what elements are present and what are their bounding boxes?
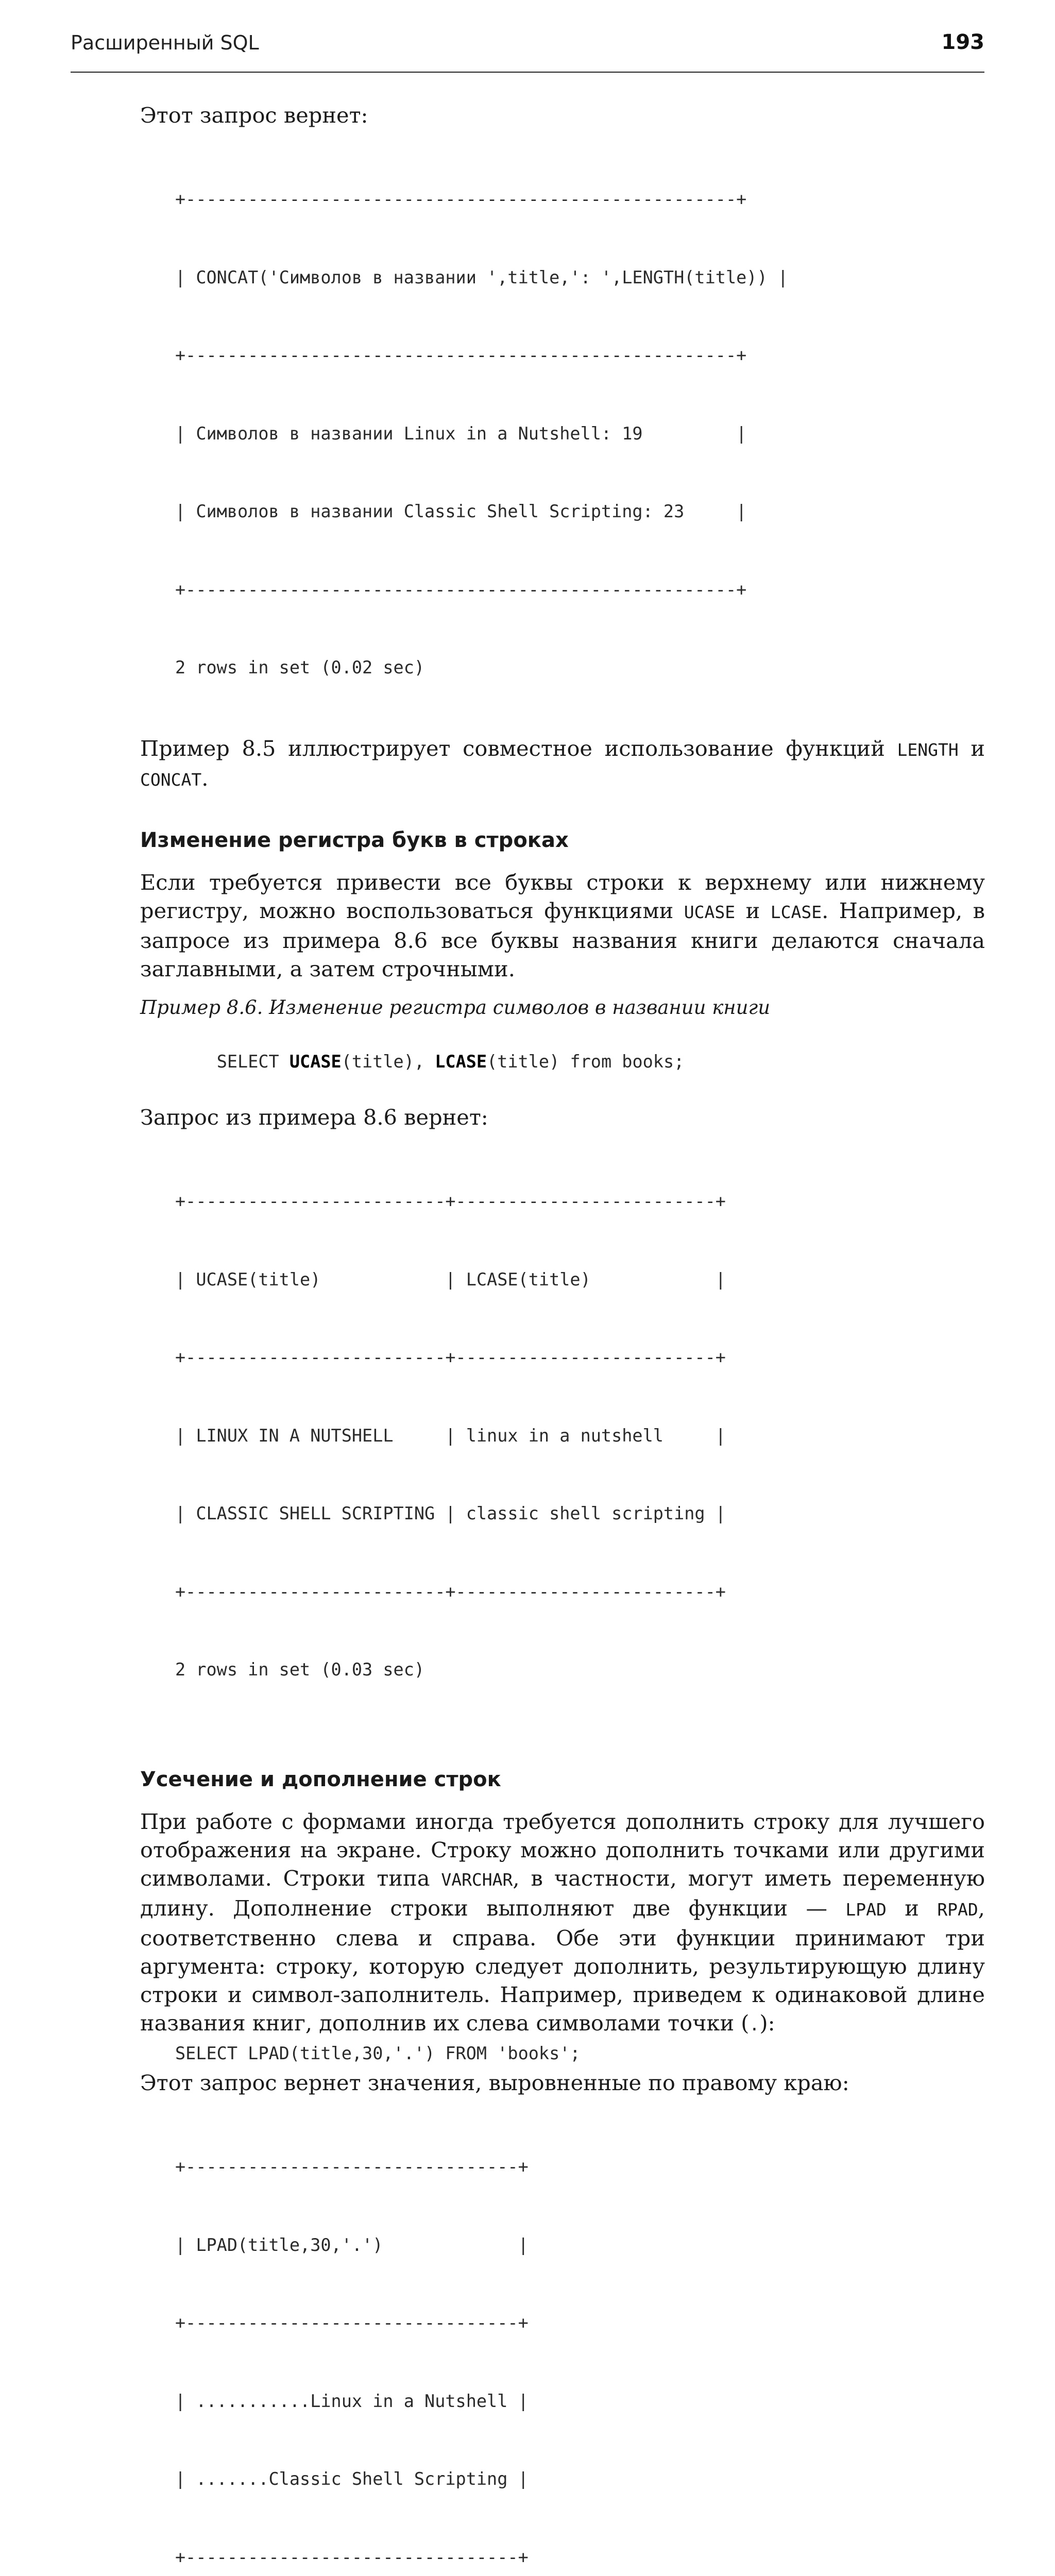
query-example-8-6 xyxy=(140,1023,985,1101)
paragraph-case-intro xyxy=(140,868,985,983)
result-table-concat xyxy=(140,134,985,733)
table-line: 2 rows in set (0.03 sec) xyxy=(175,1659,425,1680)
text-span: , в частности, могут иметь переменную длину. Дополнение строки выполняют две функции — xyxy=(140,1865,985,1921)
table-line: | LPAD(title,30,'.') | xyxy=(175,2234,529,2255)
section-heading-case: Изменение регистра букв в строках xyxy=(140,828,569,852)
page-body xyxy=(140,101,985,2576)
table-line: +--------------------------------+ xyxy=(175,2157,529,2177)
example-caption-8-6: Пример 8.6. Изменение регистра символов в названии книги xyxy=(140,996,771,1019)
table-line: +-------------------------+-------------------------+ xyxy=(175,1191,726,1211)
table-line: +-----------------------------------------------------+ xyxy=(175,345,747,365)
table-line: 2 rows in set (0.02 sec) xyxy=(175,657,425,677)
table-line: | ...........Linux in a Nutshell | xyxy=(175,2391,529,2411)
inline-code: RPAD xyxy=(937,1899,978,1920)
inline-code: UCASE xyxy=(684,902,736,922)
result-table-case xyxy=(140,1137,985,1735)
running-title: Расширенный SQL xyxy=(71,31,259,54)
inline-code: LPAD xyxy=(845,1899,887,1920)
inline-code: LCASE xyxy=(770,902,822,922)
text-span: , соответственно слева и справа. Обе эти функции принимают три аргумента: строку, которую следует дополнить, результирующую длину строки и символ-заполнитель. Например, приведем к одинаковой длине названия книг, дополнив их слева символами точки ( xyxy=(140,1895,985,2036)
result-table-lpad xyxy=(140,2102,985,2576)
table-line: | Символов в названии Classic Shell Scripting: 23 | xyxy=(175,501,747,521)
text-span: . Например, в запросе из примера 8.6 все буквы названия книги делаются сначала заглавными, а затем строчными. xyxy=(140,897,985,981)
table-line: | .......Classic Shell Scripting | xyxy=(175,2469,529,2489)
table-line: | UCASE(title) | LCASE(title) | xyxy=(175,1269,726,1290)
paragraph-pad-intro xyxy=(140,1807,985,2039)
running-header xyxy=(71,28,984,73)
text-span: Если требуется привести все буквы строки к верхнему или нижнему регистру, можно воспользоваться функциями xyxy=(140,869,985,923)
page-number: 193 xyxy=(941,30,984,54)
text-span: . xyxy=(201,765,209,791)
inline-code: VARCHAR xyxy=(441,1869,513,1890)
text-span: и xyxy=(735,897,771,923)
code-span: SELECT xyxy=(216,1052,290,1072)
query-lpad: SELECT LPAD(title,30,'.') FROM 'books'; xyxy=(175,2043,581,2063)
section-heading-pad: Усечение и дополнение строк xyxy=(140,1767,501,1791)
table-line: +--------------------------------+ xyxy=(175,2313,529,2333)
text-span: ): xyxy=(759,2010,775,2036)
table-line: +-------------------------+-------------------------+ xyxy=(175,1581,726,1602)
inline-code: . xyxy=(749,2014,760,2035)
result-intro-1: Этот запрос вернет: xyxy=(140,103,368,128)
table-line: +-----------------------------------------------------+ xyxy=(175,189,747,209)
table-line: +-----------------------------------------------------+ xyxy=(175,579,747,600)
text-span: Пример 8.5 иллюстрирует совместное использование функций xyxy=(140,735,897,761)
table-line: | CONCAT('Символов в названии ',title,': ',LENGTH(title)) | xyxy=(175,267,788,287)
text-span: и xyxy=(886,1895,938,1921)
inline-code: LENGTH xyxy=(897,739,959,760)
inline-code: CONCAT xyxy=(140,769,202,790)
text-span: и xyxy=(958,735,985,761)
table-line: | LINUX IN A NUTSHELL | linux in a nutshell | xyxy=(175,1425,726,1446)
table-line: | CLASSIC SHELL SCRIPTING | classic shell scripting | xyxy=(175,1503,726,1523)
code-span: (title), xyxy=(341,1052,435,1072)
code-keyword: LCASE xyxy=(435,1052,487,1072)
table-line: +-------------------------+-------------------------+ xyxy=(175,1347,726,1367)
paragraph-example-8-5 xyxy=(140,734,985,794)
code-keyword: UCASE xyxy=(289,1052,342,1072)
table-line: | Символов в названии Linux in a Nutshell: 19 | xyxy=(175,423,747,444)
text-span: При работе с формами иногда требуется дополнить строку для лучшего отображения на экране. Строку можно дополнить точками или другими символами. Строки типа xyxy=(140,1808,985,1891)
result-intro-3: Этот запрос вернет значения, выровненные по правому краю: xyxy=(140,2070,849,2095)
result-intro-2: Запрос из примера 8.6 вернет: xyxy=(140,1105,488,1130)
table-line: +--------------------------------+ xyxy=(175,2547,529,2567)
code-span: (title) from books; xyxy=(487,1052,685,1072)
